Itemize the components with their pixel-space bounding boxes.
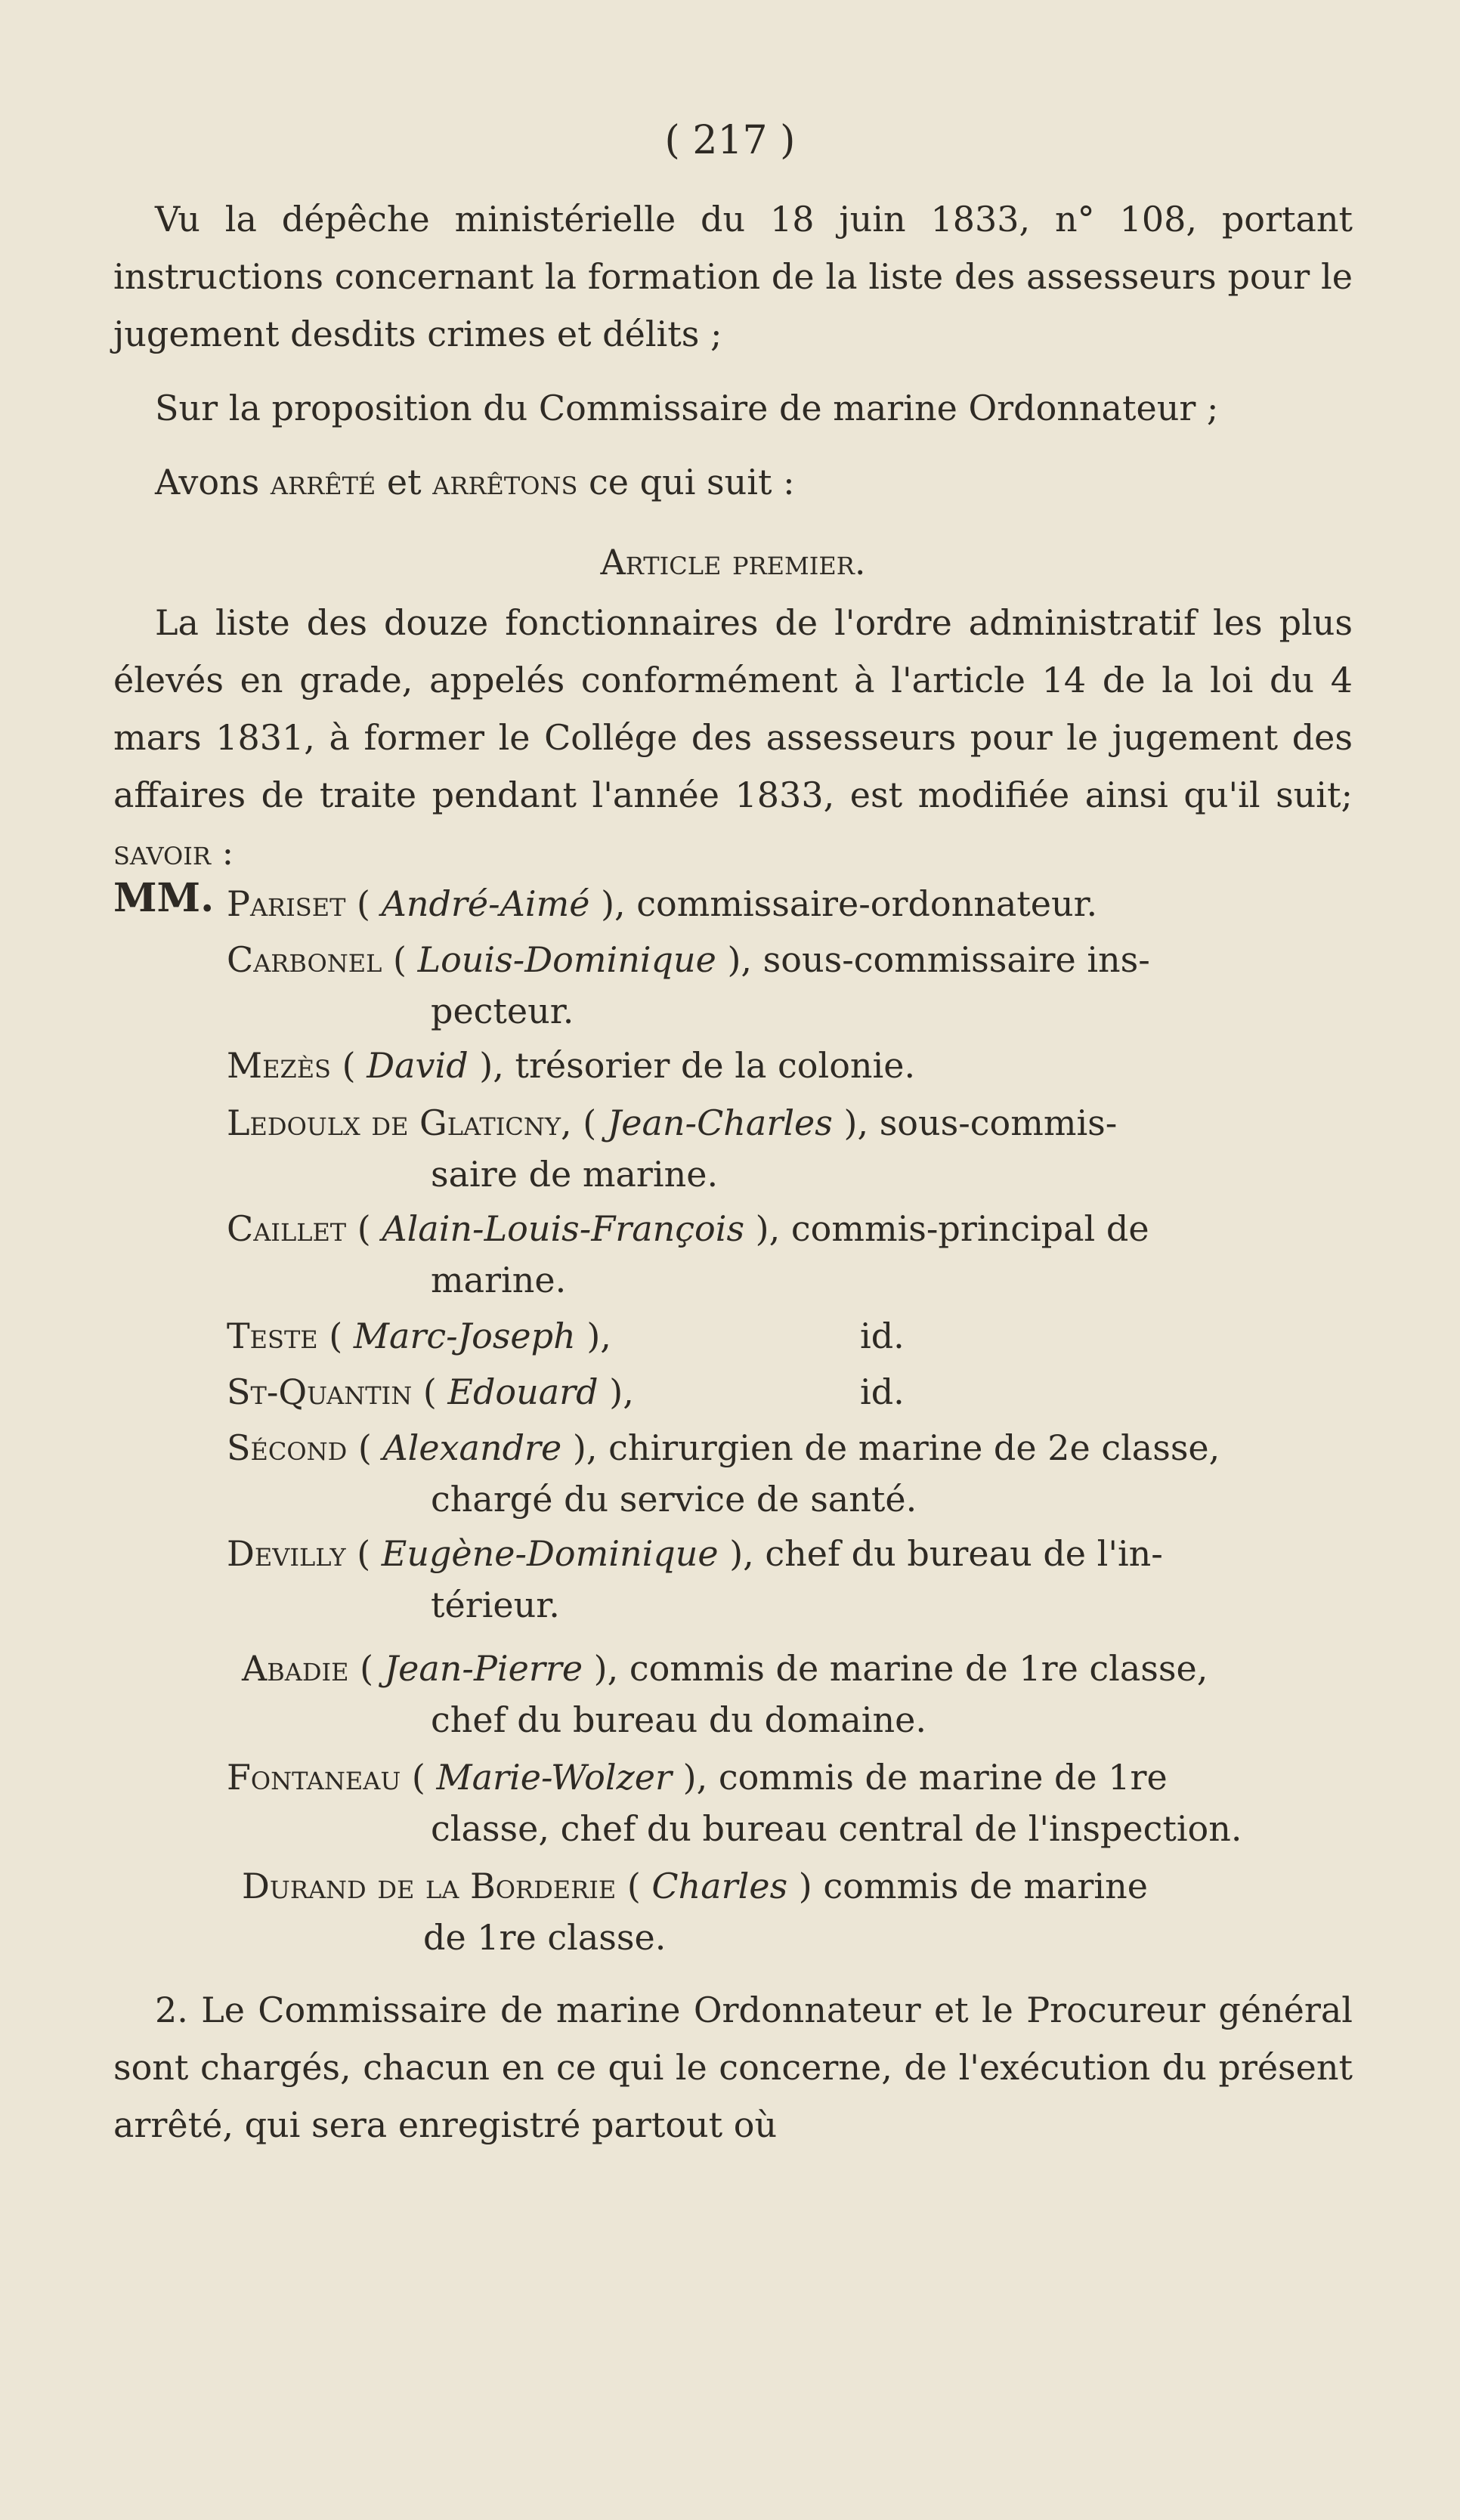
preamble-vu: Vu la dépêche ministérielle du 18 juin 1833, n° 108, portant instructions concernant la formation de la liste des assesseurs pour le jugement desdits crimes et délits ; — [113, 199, 1353, 354]
entry-given: Edouard — [447, 1371, 599, 1412]
entry-name: Pariset — [227, 883, 346, 924]
avons-word: Avons — [155, 462, 260, 502]
article-body: La liste des douze fonctionnaires de l'ordre administratif les plus élevés en grade, appelés conformément à l'article 14 de la loi du 4 mars 1831, à former le Collége des assesseurs pour le jugement des affaires de traite pendant l'année 1833, est modifiée ainsi qu'il suit; — [113, 602, 1353, 815]
entry-title: commis de marine de 1re — [718, 1757, 1168, 1798]
entry-name: St-Quantin — [227, 1371, 413, 1412]
entry-pariset: Pariset ( André-Aimé ), commissaire-ordonnateur. — [227, 883, 1098, 924]
entry-name: Teste — [227, 1316, 318, 1356]
page-number: ( 217 ) — [664, 118, 796, 163]
entry-given: Jean-Pierre — [384, 1648, 583, 1689]
entry-title: chirurgien de marine de 2e classe, — [608, 1427, 1220, 1468]
savoir-word: savoir : — [113, 832, 234, 873]
entry-given: Alexandre — [382, 1427, 562, 1468]
entry-mezes: Mezès ( David ), trésorier de la colonie. — [227, 1045, 916, 1086]
entry-carbonel: Carbonel ( Louis-Dominique ), sous-commissaire ins- pecteur. — [227, 934, 1383, 1037]
entry-given: Marc-Joseph — [353, 1316, 576, 1356]
preamble-avons — [113, 453, 1353, 511]
entry-name: Ledoulx de Glaticny, — [227, 1102, 572, 1143]
entry-title: chef du bureau de l'in- — [765, 1533, 1163, 1574]
entry-name: Durand de la Borderie — [242, 1866, 617, 1906]
entry-caillet: Caillet ( Alain-Louis-François ), commis-principal de marine. — [227, 1203, 1383, 1306]
entry-given: Charles — [651, 1866, 788, 1906]
entry-title: sous-commis- — [879, 1102, 1118, 1143]
entry-continuation: pecteur. — [431, 991, 574, 1031]
entry-name: Fontaneau — [227, 1757, 401, 1798]
entry-continuation: chef du bureau du domaine. — [431, 1699, 926, 1740]
entry-name: Caillet — [227, 1208, 347, 1249]
entry-title: commis de marine de 1re classe, — [629, 1648, 1208, 1689]
entry-given: André-Aimé — [381, 883, 590, 924]
entry-stquantin: St-Quantin ( Edouard ), — [227, 1371, 634, 1412]
entry-name: Carbonel — [227, 939, 382, 980]
entry-title: commis-principal de — [790, 1208, 1149, 1249]
entry-ledoulx: Ledoulx de Glaticny, ( Jean-Charles ), sous-commis- saire de marine. — [227, 1097, 1383, 1200]
entry-second: Sécond ( Alexandre ), chirurgien de marine de 2e classe, chargé du service de santé. — [227, 1422, 1383, 1525]
entry-continuation: chargé du service de santé. — [431, 1479, 917, 1520]
entry-continuation: saire de marine. — [431, 1154, 719, 1195]
entry-fontaneau: Fontaneau ( Marie-Wolzer ), commis de marine de 1re classe, chef du bureau central de l'inspection. — [227, 1752, 1383, 1854]
entry-name: Abadie — [242, 1648, 349, 1689]
entry-durand: Durand de la Borderie ( Charles ) commis de marine de 1re classe. — [242, 1860, 1398, 1963]
ce-qui-suit: ce qui suit : — [589, 462, 795, 502]
entry-devilly: Devilly ( Eugène-Dominique ), chef du bureau de l'in- térieur. — [227, 1528, 1383, 1631]
entry-given: Jean-Charles — [607, 1102, 833, 1143]
entry-title-id: id. — [860, 1316, 905, 1356]
article-2: 2. Le Commissaire de marine Ordonnateur et le Procureur général sont chargés, chacun en ce qui le concerne, de l'exécution du présent arrêté, qui sera enregistré partout où — [113, 1990, 1353, 2145]
entry-title: commis de marine — [823, 1866, 1148, 1906]
entry-continuation: marine. — [431, 1260, 567, 1300]
entry-teste: Teste ( Marc-Joseph ), — [227, 1316, 611, 1356]
entry-given: Marie-Wolzer — [436, 1757, 672, 1798]
preamble-proposition: Sur la proposition du Commissaire de marine Ordonnateur ; — [155, 388, 1219, 428]
article-text — [113, 594, 1353, 881]
entry-title-id: id. — [860, 1371, 905, 1412]
entry-given: David — [367, 1045, 469, 1086]
entry-abadie: Abadie ( Jean-Pierre ), commis de marine de 1re classe, chef du bureau du domaine. — [242, 1643, 1398, 1745]
et-word: et — [386, 462, 422, 502]
entry-continuation: classe, chef du bureau central de l'inspection. — [431, 1808, 1242, 1849]
entry-name: Devilly — [227, 1533, 346, 1574]
entry-name: Mezès — [227, 1045, 331, 1086]
entry-name: Sécond — [227, 1427, 348, 1468]
entry-given: Eugène-Dominique — [381, 1533, 719, 1574]
entry-given: Louis-Dominique — [417, 939, 716, 980]
article-title: Article premier. — [600, 542, 866, 583]
entry-title: sous-commissaire ins- — [762, 939, 1150, 980]
entry-continuation: de 1re classe. — [423, 1917, 667, 1958]
entry-given: Alain-Louis-François — [382, 1208, 745, 1249]
arrete-word: arrêté — [270, 462, 376, 502]
entry-title: trésorier de la colonie. — [515, 1045, 916, 1086]
entry-title: commissaire-ordonnateur. — [636, 883, 1098, 924]
mm-label: MM. — [113, 875, 215, 921]
entry-continuation: térieur. — [431, 1585, 560, 1625]
arretons-word: arrêtons — [432, 462, 578, 502]
